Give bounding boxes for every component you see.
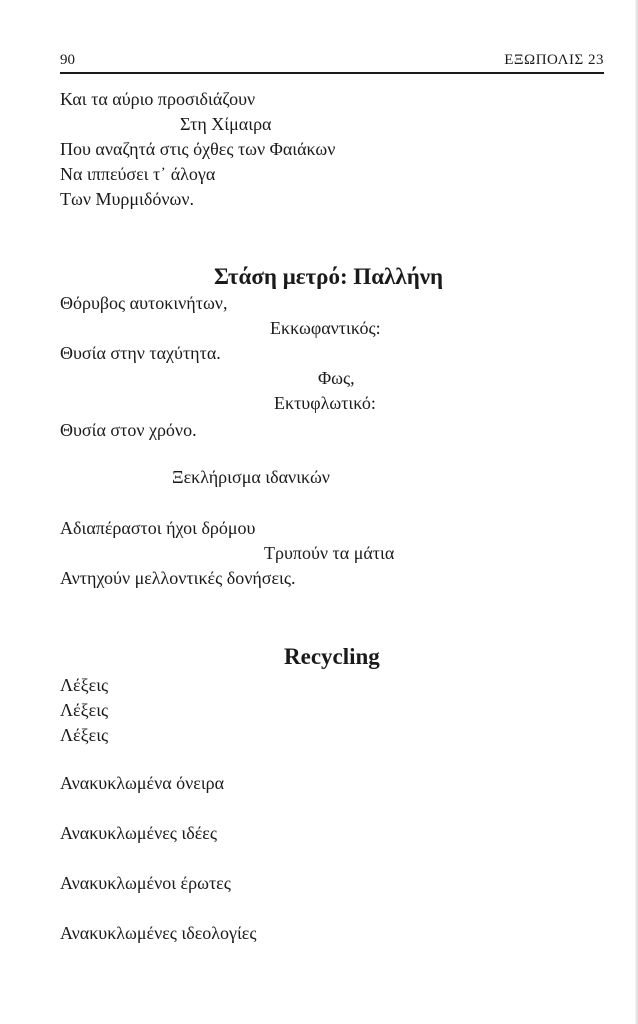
poem-line: Φως, (318, 368, 355, 388)
poem-line: Των Μυρμιδόνων. (60, 189, 194, 209)
poem-line: Ξεκλήρισμα ιδανικών (172, 467, 330, 487)
poem-line: Ανακυκλωμένοι έρωτες (60, 873, 231, 893)
poem-line: Εκκωφαντικός: (270, 318, 381, 338)
poem-line: Ανακυκλωμένες ιδεολογίες (60, 923, 257, 943)
poem-line: Λέξεις (60, 725, 109, 745)
poem-line: Τρυπούν τα μάτια (264, 543, 395, 563)
poem-line: Λέξεις (60, 675, 109, 695)
poem-line: Και τα αύριο προσιδιάζουν (60, 89, 256, 109)
poem-line: Αδιαπέραστοι ήχοι δρόμου (60, 518, 256, 538)
poem-line: Να ιππεύσει τ᾽ άλογα (60, 164, 216, 184)
poem-line: Αντηχούν μελλοντικές δονήσεις. (60, 568, 296, 588)
poem-line: Θυσία στην ταχύτητα. (60, 343, 221, 363)
poem-title: Στάση μετρό: Παλλήνη (214, 264, 444, 289)
header-rule (60, 72, 604, 74)
journal-title: ΕΞΩΠΟΛΙΣ 23 (504, 52, 604, 68)
poem-title: Recycling (284, 644, 380, 669)
poem-line: Εκτυφλωτικό: (274, 393, 376, 413)
poem-line: Ανακυκλωμένα όνειρα (60, 773, 225, 793)
poem-line: Στη Χίμαιρα (180, 114, 272, 134)
page-header (60, 48, 604, 72)
poem-line: Θυσία στον χρόνο. (60, 420, 197, 440)
page-number: 90 (60, 52, 75, 68)
poem-line: Ανακυκλωμένες ιδέες (60, 823, 217, 843)
poem-line: Λέξεις (60, 700, 109, 720)
poem-line: Θόρυβος αυτοκινήτων, (60, 293, 228, 313)
poem-line: Που αναζητά στις όχθες των Φαιάκων (60, 139, 336, 159)
